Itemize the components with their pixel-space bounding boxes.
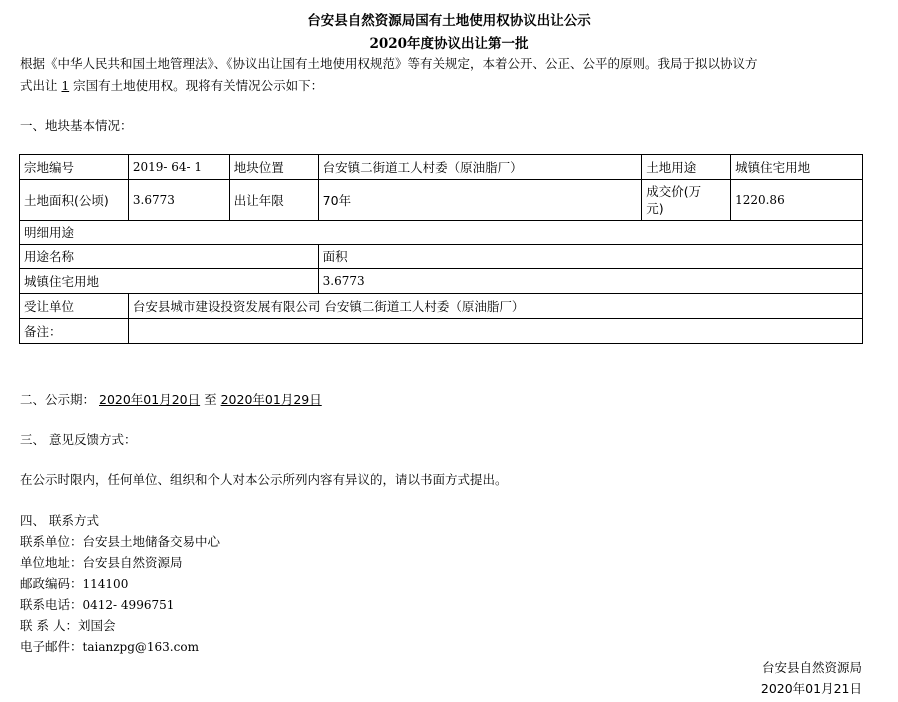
- contact-email-value[interactable]: taianzpg@163.com: [82, 640, 199, 654]
- contact-unit: [20, 533, 220, 551]
- contact-email-label: 电子邮件：: [20, 639, 83, 654]
- signature-org: 台安县自然资源局: [761, 660, 862, 675]
- remark-label: 备注：: [20, 319, 129, 344]
- contact-phone-value: 0412- 4996751: [82, 598, 175, 612]
- location-value: 台安镇二街道工人村委（原油脂厂）: [318, 155, 642, 180]
- price-label-line-2: 元): [646, 201, 664, 216]
- parcel-code-label: 宗地编号: [20, 155, 129, 180]
- price-value: 1220.86: [731, 180, 863, 221]
- contact-postcode-label: 邮政编码：: [20, 576, 83, 591]
- notice-start-date: 2020年01月20日: [99, 392, 201, 407]
- contact-postcode-value: 114100: [82, 577, 129, 591]
- section2-heading: 二、公示期：: [20, 392, 96, 407]
- contact-person: [20, 617, 115, 635]
- table-row: [20, 319, 863, 344]
- transferee-label: 受让单位: [20, 294, 129, 319]
- table-row: [20, 221, 863, 245]
- notice-to: 至: [204, 392, 217, 407]
- area-label: 土地面积(公顷): [20, 180, 129, 221]
- signature-date: 2020年01月21日: [760, 681, 862, 696]
- use-area-value: 3.6773: [318, 269, 862, 294]
- term-value: 70年: [318, 180, 642, 221]
- contact-postcode: [20, 575, 128, 593]
- price-label-line-1: 成交价(万: [646, 184, 702, 199]
- parcel-code-value: 2019- 64- 1: [128, 155, 229, 180]
- remark-value: [128, 319, 862, 344]
- price-label: [642, 180, 731, 221]
- section4-heading: 四、 联系方式: [20, 513, 99, 528]
- contact-address-label: 单位地址：: [20, 555, 83, 570]
- land-info-table: [19, 154, 863, 344]
- transferee-value: 台安县城市建设投资发展有限公司 台安镇二街道工人村委（原油脂厂）: [128, 294, 862, 319]
- notice-end-date: 2020年01月29日: [220, 392, 322, 407]
- contact-address-value: 台安县自然资源局: [82, 555, 183, 570]
- table-row: [20, 155, 863, 180]
- section3-heading: 三、 意见反馈方式：: [20, 432, 137, 447]
- intro-line-1: 根据《中华人民共和国土地管理法》、《协议出让国有土地使用权规范》等有关规定，本着公开、公正、公平的原则。我局于拟以协议方: [20, 56, 758, 71]
- use-area-header: 面积: [318, 245, 862, 269]
- use-name-value: 城镇住宅用地: [20, 269, 319, 294]
- land-use-label: 土地用途: [642, 155, 731, 180]
- detail-use-label: 明细用途: [20, 221, 863, 245]
- section1-heading: 一、地块基本情况：: [20, 118, 133, 133]
- table-row: [20, 294, 863, 319]
- intro-line-2-post: 宗国有土地使用权。现将有关情况公示如下：: [73, 78, 324, 93]
- section2-line: [20, 391, 322, 409]
- section3-body: 在公示时限内，任何单位、组织和个人对本公示所列内容有异议的，请以书面方式提出。: [20, 472, 508, 487]
- contact-address: [20, 554, 183, 572]
- contact-phone: [20, 596, 174, 614]
- land-use-value: 城镇住宅用地: [731, 155, 863, 180]
- doc-title: 台安县自然资源局国有土地使用权协议出让公示: [307, 13, 591, 29]
- intro-line-2-pre: 式出让: [20, 78, 58, 93]
- use-name-header: 用途名称: [20, 245, 319, 269]
- term-label: 出让年限: [229, 180, 318, 221]
- table-row: [20, 245, 863, 269]
- doc-subtitle: 2020年度协议出让第一批: [369, 36, 529, 52]
- contact-unit-label: 联系单位：: [20, 534, 83, 549]
- contact-person-label: 联 系 人：: [20, 618, 78, 633]
- location-label: 地块位置: [229, 155, 318, 180]
- intro-line-2: [20, 77, 323, 95]
- contact-unit-value: 台安县土地储备交易中心: [82, 534, 221, 549]
- table-row: [20, 269, 863, 294]
- table-row: [20, 180, 863, 221]
- contact-email: [20, 638, 199, 656]
- contact-phone-label: 联系电话：: [20, 597, 83, 612]
- area-value: 3.6773: [128, 180, 229, 221]
- contact-person-value: 刘国会: [77, 618, 116, 633]
- parcel-count: 1: [61, 79, 70, 93]
